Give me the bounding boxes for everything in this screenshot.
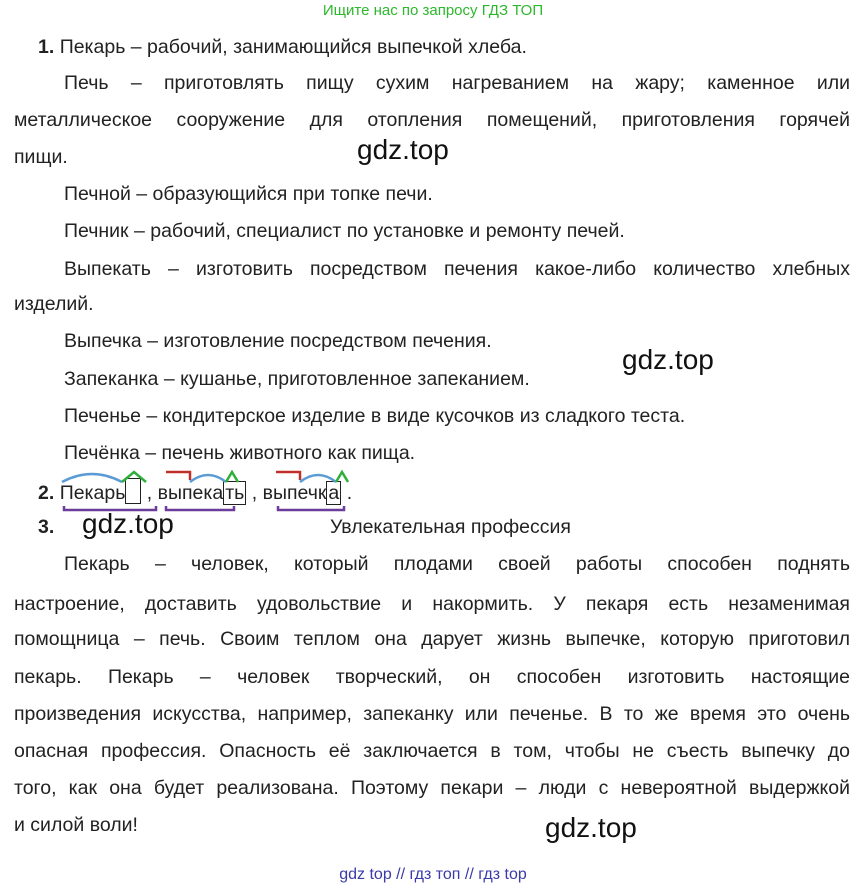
suffix-mark-pekar xyxy=(122,472,146,482)
base-line-vypekat xyxy=(166,506,234,510)
word-vypekat-ending: ть xyxy=(225,482,245,504)
vypekat-definition-line1: Выпекать – изготовить посредством печения какое-либо количество хлебных xyxy=(64,258,850,280)
footer-separator: // xyxy=(464,866,474,883)
root-arc-pekar xyxy=(62,474,122,482)
story-line-6: опасная профессия. Опасность её заключается в том, чтобы не съесть выпечку до xyxy=(14,740,850,762)
word-vypekat-stem: выпека xyxy=(157,482,224,504)
site-header: Ищите нас по запросу ГДЗ ТОП xyxy=(322,2,544,19)
pech-definition-line1: Печь – приготовлять пищу сухим нагреванием на жару; каменное или xyxy=(64,72,850,94)
pechnik-definition: Печник – рабочий, специалист по установке и ремонту печей. xyxy=(64,220,625,242)
watermark: gdz.top xyxy=(545,812,637,843)
story-line-8: и силой воли! xyxy=(14,814,138,836)
root-arc-vypechka xyxy=(300,475,336,482)
root-arc-vypekat xyxy=(190,475,226,482)
comma-1: , xyxy=(146,482,153,504)
site-footer xyxy=(0,866,866,884)
prefix-mark-vypekat xyxy=(166,472,190,480)
watermark: gdz.top xyxy=(82,508,174,539)
watermark: gdz.top xyxy=(357,134,449,165)
suffix-mark-vypechka xyxy=(336,472,348,482)
story-title: Увлекательная профессия xyxy=(330,516,571,538)
footer-link-gdz-top-ru[interactable]: гдз топ xyxy=(409,866,461,883)
pech-definition-line2: металлическое сооружение для отопления помещений, приготовления горячей xyxy=(14,109,850,131)
task1-number: 1. xyxy=(38,36,55,58)
word-vypechka-stem: выпечк xyxy=(262,482,327,504)
watermark: gdz.top xyxy=(622,344,714,375)
task3-number: 3. xyxy=(38,516,55,538)
base-line-vypechka xyxy=(278,506,344,510)
pechyonka-definition: Печёнка – печень животного как пища. xyxy=(64,442,416,464)
story-line-5: произведения искусства, например, запеканку или печенье. В то же время это очень xyxy=(14,703,850,725)
zapekanka-definition: Запеканка – кушанье, приготовленное запеканием. xyxy=(64,368,530,390)
footer-link-gdz-top[interactable]: gdz top xyxy=(339,866,392,883)
suffix-mark-vypekat xyxy=(226,472,238,482)
word-vypechka-ending: а xyxy=(328,482,340,504)
vypechka-definition: Выпечка – изготовление посредством печения. xyxy=(64,330,492,352)
word-pekar-text: Пекарь xyxy=(59,482,126,504)
story-line-4: пекарь. Пекарь – человек творческий, он способен изготовить настоящие xyxy=(14,666,850,688)
story-line-3: помощница – печь. Своим теплом она дарует жизнь выпечке, которую приготовил xyxy=(14,628,850,650)
task2-number: 2. xyxy=(38,482,55,504)
task1-first-line xyxy=(38,34,527,60)
task1-pekar-definition: Пекарь – рабочий, занимающийся выпечкой хлеба. xyxy=(59,36,527,58)
prefix-mark-vypechka xyxy=(276,472,300,480)
story-line-7: того, как она будет реализована. Поэтому пекари – люди с невероятной выдержкой xyxy=(14,777,850,799)
story-line-1: Пекарь – человек, который плодами своей работы способен поднять xyxy=(64,553,850,575)
pechene-definition: Печенье – кондитерское изделие в виде кусочков из сладкого теста. xyxy=(64,405,686,427)
comma-2: , xyxy=(251,482,258,504)
task3-number-line xyxy=(38,514,54,540)
pech-definition-line3: пищи. xyxy=(14,146,68,168)
footer-separator: // xyxy=(396,866,406,883)
vypekat-definition-line2: изделий. xyxy=(14,293,94,315)
period: . xyxy=(346,482,353,504)
pechnoy-definition: Печной – образующийся при топке печи. xyxy=(64,183,433,205)
footer-link-gdz-top-mixed[interactable]: гдз top xyxy=(478,866,527,883)
story-line-2: настроение, доставить удовольствие и накормить. У пекаря есть незаменимая xyxy=(14,593,850,615)
